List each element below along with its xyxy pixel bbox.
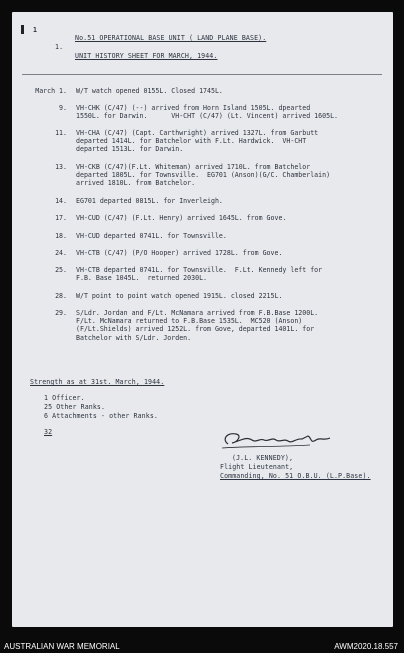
entry-date: 14. xyxy=(55,197,67,205)
entry-text xyxy=(76,292,282,300)
entry-date: 11. xyxy=(55,129,67,137)
entry-date: 28. xyxy=(55,292,67,300)
strength-heading: Strength as at 31st. March, 1944. xyxy=(30,378,165,386)
archive-reference: AWM2020.18.557 xyxy=(334,642,398,651)
entry-line: VH-CUD (C/47) (F.Lt. Henry) arrived 1645L. from Gove. xyxy=(76,214,287,222)
entry-line: F/Lt. McNamara returned to F.B.Base 1535L. MC520 (Anson) xyxy=(76,317,303,326)
entry-text xyxy=(76,87,223,95)
entry-text xyxy=(76,129,318,154)
entry-text xyxy=(76,197,223,205)
entry-line: departed 1513L. for Darwin. xyxy=(76,145,184,154)
entry-line: VH-CTB departed 0741L. for Townsville. F.Lt. Kennedy left for xyxy=(76,266,323,274)
entry-line: (F/Lt.Shields) arrived 1252L. from Gove, departed 1401L. for xyxy=(76,325,315,334)
entry-text xyxy=(76,249,282,257)
strength-item: 6 Attachments - other Ranks. xyxy=(44,412,158,420)
entry-text xyxy=(76,309,318,342)
entry-line: F.B. Base 1045L. returned 2030L. xyxy=(76,274,208,283)
entry-line: departed 1805L. for Townsville. EG701 (Anson)(G/C. Chamberlain) xyxy=(76,171,331,180)
entry-line: EG701 departed 0815L. for Inverleigh. xyxy=(76,197,223,205)
signatory-rank: Flight Lieutenant, xyxy=(220,463,294,471)
entry-text xyxy=(76,266,322,282)
unit-title: No.51 OPERATIONAL BASE UNIT ( LAND PLANE BASE). xyxy=(75,34,267,42)
entry-line: VH-CUD departed 0741L. for Townsville. xyxy=(76,232,227,240)
margin-mark: 1 xyxy=(33,26,38,34)
signatory-role: Commanding, No. 51 O.B.U. (L.P.Base). xyxy=(220,472,371,480)
strength-item: 25 Other Ranks. xyxy=(44,403,106,411)
entry-date: 24. xyxy=(55,249,67,257)
entry-date: 17. xyxy=(55,214,67,222)
entry-text xyxy=(76,232,227,240)
entry-line: VH-CHK (C/47) (--) arrived from Horn Island 1505L. dpearted xyxy=(76,104,311,112)
entry-line: W/T watch opened 0155L. Closed 1745L. xyxy=(76,87,223,95)
entry-date: 13. xyxy=(55,163,67,171)
signatory-name: (J.L. KENNEDY), xyxy=(232,454,294,462)
entry-line: VH-CKB (C/47)(F.Lt. Whiteman) arrived 1710L. from Batchelor xyxy=(76,163,311,171)
entry-date: 18. xyxy=(55,232,67,240)
header-rule xyxy=(22,74,382,75)
entry-date: 29. xyxy=(55,309,67,317)
entry-text xyxy=(76,104,338,120)
entry-line: VH-CTB (C/47) (P/O Hooper) arrived 1728L. from Gove. xyxy=(76,249,283,257)
sheet-title: UNIT HISTORY SHEET FOR MARCH, 1944. xyxy=(75,52,218,60)
handwritten-signature xyxy=(218,426,338,452)
entry-text xyxy=(76,163,330,188)
entry-line: departed 1414L. for Batchelor with F.Lt. Hardwick. VH-CHT xyxy=(76,137,307,146)
archive-name: AUSTRALIAN WAR MEMORIAL xyxy=(4,642,120,651)
entry-line: VH-CHA (C/47) (Capt. Carthwright) arrived 1327L. from Garbutt xyxy=(76,129,319,137)
archive-footer xyxy=(0,640,404,653)
strength-item: 1 Officer. xyxy=(44,394,85,402)
entry-text xyxy=(76,214,286,222)
strength-total: 32 xyxy=(44,428,53,436)
entry-date: 25. xyxy=(55,266,67,274)
entry-date: 9. xyxy=(59,104,67,112)
entry-line: arrived 1810L. from Batchelor. xyxy=(76,179,196,188)
entry-date: March 1. xyxy=(35,87,67,95)
entry-line: W/T point to point watch opened 1915L. closed 2215L. xyxy=(76,292,283,300)
entry-line: 1550L. for Darwin. VH-CHT (C/47) (Lt. Vincent) arrived 1605L. xyxy=(76,112,339,121)
punch-hole xyxy=(21,25,24,34)
entry-line: Batchelor with S/Ldr. Jorden. xyxy=(76,333,192,342)
entry-line: S/Ldr. Jordan and F/Lt. McNamara arrived from F.B.Base 1200L. xyxy=(76,309,319,317)
margin-mark-2: 1. xyxy=(55,43,64,51)
